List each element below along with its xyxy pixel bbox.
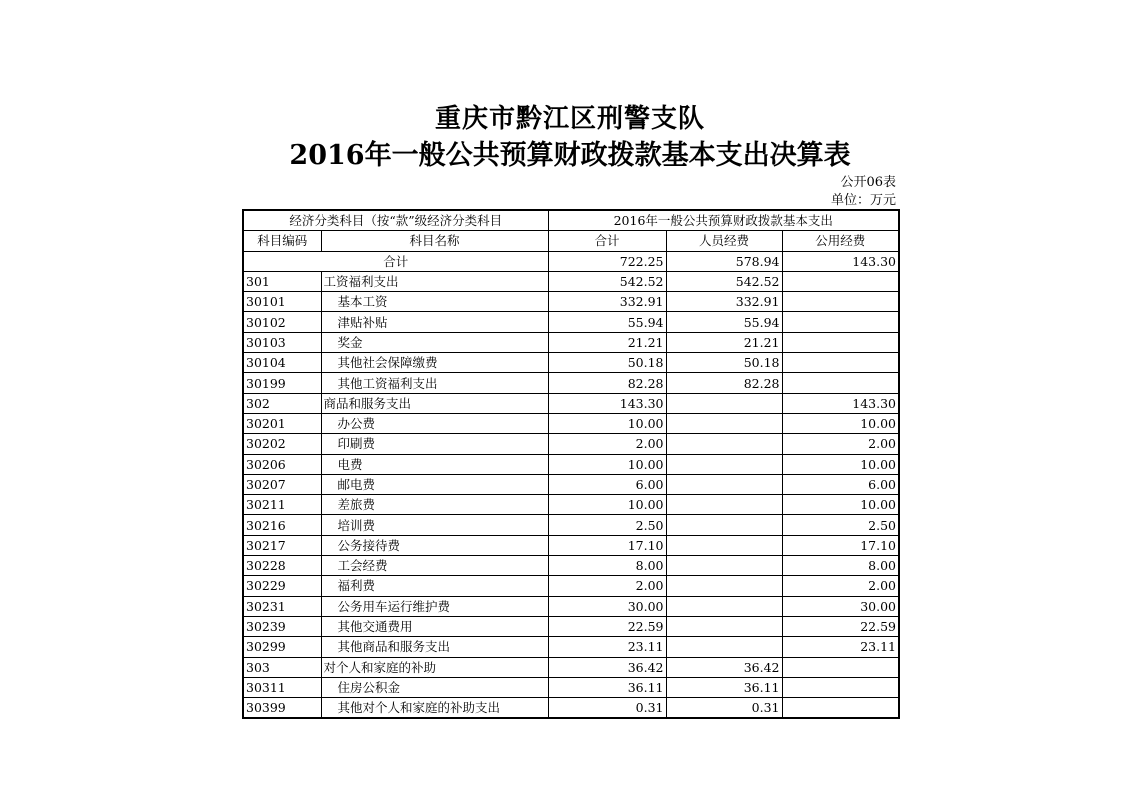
table-row	[243, 637, 899, 657]
row-public: 2.00	[782, 576, 899, 596]
header-public: 公用经费	[782, 231, 899, 251]
table-row	[243, 495, 899, 515]
row-public: 10.00	[782, 495, 899, 515]
row-total: 143.30	[548, 393, 666, 413]
row-total: 82.28	[548, 373, 666, 393]
row-public: 2.00	[782, 434, 899, 454]
row-personnel	[666, 413, 782, 433]
table-row	[243, 373, 899, 393]
row-name: 津贴补贴	[321, 312, 548, 332]
row-name: 工资福利支出	[321, 271, 548, 291]
table-row	[243, 393, 899, 413]
row-name: 其他商品和服务支出	[321, 637, 548, 657]
row-name: 其他交通费用	[321, 616, 548, 636]
row-total: 21.21	[548, 332, 666, 352]
header-column-row	[243, 231, 899, 251]
row-code: 30103	[243, 332, 321, 352]
row-personnel: 50.18	[666, 353, 782, 373]
row-name: 差旅费	[321, 495, 548, 515]
report-title: 重庆市黔江区刑警支队	[434, 104, 705, 134]
row-personnel	[666, 637, 782, 657]
row-personnel	[666, 495, 782, 515]
row-code: 303	[243, 657, 321, 677]
row-code: 30299	[243, 637, 321, 657]
row-code: 30201	[243, 413, 321, 433]
row-total: 10.00	[548, 495, 666, 515]
row-code: 30206	[243, 454, 321, 474]
row-code: 30399	[243, 698, 321, 719]
row-total: 55.94	[548, 312, 666, 332]
row-public: 30.00	[782, 596, 899, 616]
row-name: 奖金	[321, 332, 548, 352]
budget-table	[242, 209, 900, 719]
row-code: 30207	[243, 474, 321, 494]
row-name: 电费	[321, 454, 548, 474]
row-personnel	[666, 596, 782, 616]
row-public	[782, 677, 899, 697]
row-name: 邮电费	[321, 474, 548, 494]
row-code: 30202	[243, 434, 321, 454]
header-basic-expenditure: 2016年一般公共预算财政拨款基本支出	[548, 210, 899, 231]
table-row	[243, 413, 899, 433]
row-name: 住房公积金	[321, 677, 548, 697]
row-total: 0.31	[548, 698, 666, 719]
row-code: 302	[243, 393, 321, 413]
table-row	[243, 535, 899, 555]
table-row	[243, 332, 899, 352]
header-total: 合计	[548, 231, 666, 251]
table-row	[243, 616, 899, 636]
row-personnel: 332.91	[666, 292, 782, 312]
row-code: 30101	[243, 292, 321, 312]
row-public	[782, 373, 899, 393]
row-code: 30228	[243, 556, 321, 576]
row-code: 30311	[243, 677, 321, 697]
table-row	[243, 434, 899, 454]
total-personnel: 578.94	[666, 251, 782, 271]
table-row	[243, 576, 899, 596]
row-total: 30.00	[548, 596, 666, 616]
row-public: 8.00	[782, 556, 899, 576]
row-name: 福利费	[321, 576, 548, 596]
row-name: 培训费	[321, 515, 548, 535]
row-personnel	[666, 393, 782, 413]
row-personnel	[666, 616, 782, 636]
row-total: 542.52	[548, 271, 666, 291]
row-public	[782, 292, 899, 312]
report-subtitle: 2016年一般公共预算财政拨款基本支出决算表	[289, 140, 851, 171]
row-public	[782, 312, 899, 332]
header-name: 科目名称	[321, 231, 548, 251]
header-personnel: 人员经费	[666, 231, 782, 251]
row-personnel: 55.94	[666, 312, 782, 332]
row-personnel: 82.28	[666, 373, 782, 393]
row-public: 17.10	[782, 535, 899, 555]
row-personnel: 36.11	[666, 677, 782, 697]
row-total: 17.10	[548, 535, 666, 555]
row-name: 商品和服务支出	[321, 393, 548, 413]
row-public: 10.00	[782, 413, 899, 433]
row-personnel	[666, 434, 782, 454]
row-public	[782, 698, 899, 719]
row-total: 22.59	[548, 616, 666, 636]
total-row	[243, 251, 899, 271]
row-public: 23.11	[782, 637, 899, 657]
row-public	[782, 657, 899, 677]
row-personnel: 542.52	[666, 271, 782, 291]
total-amount: 722.25	[548, 251, 666, 271]
row-total: 332.91	[548, 292, 666, 312]
table-row	[243, 657, 899, 677]
row-name: 办公费	[321, 413, 548, 433]
table-row	[243, 271, 899, 291]
row-code: 30102	[243, 312, 321, 332]
table-row	[243, 353, 899, 373]
row-personnel: 0.31	[666, 698, 782, 719]
row-code: 30229	[243, 576, 321, 596]
row-total: 6.00	[548, 474, 666, 494]
row-personnel: 21.21	[666, 332, 782, 352]
row-personnel	[666, 515, 782, 535]
header-economic-classification: 经济分类科目（按“款”级经济分类科目	[243, 210, 548, 231]
row-total: 2.50	[548, 515, 666, 535]
row-total: 10.00	[548, 413, 666, 433]
table-row	[243, 292, 899, 312]
table-row	[243, 515, 899, 535]
row-code: 30211	[243, 495, 321, 515]
row-total: 2.00	[548, 576, 666, 596]
row-public	[782, 271, 899, 291]
row-public	[782, 353, 899, 373]
row-name: 印刷费	[321, 434, 548, 454]
row-public: 10.00	[782, 454, 899, 474]
row-name: 其他社会保障缴费	[321, 353, 548, 373]
row-name: 基本工资	[321, 292, 548, 312]
row-personnel	[666, 474, 782, 494]
table-row	[243, 312, 899, 332]
table-row	[243, 474, 899, 494]
table-row	[243, 596, 899, 616]
row-public: 143.30	[782, 393, 899, 413]
row-name: 公务用车运行维护费	[321, 596, 548, 616]
row-total: 50.18	[548, 353, 666, 373]
form-number: 公开06表	[840, 175, 896, 190]
header-code: 科目编码	[243, 231, 321, 251]
row-code: 301	[243, 271, 321, 291]
row-public: 2.50	[782, 515, 899, 535]
row-personnel	[666, 576, 782, 596]
row-code: 30104	[243, 353, 321, 373]
row-name: 其他对个人和家庭的补助支出	[321, 698, 548, 719]
unit-label: 单位：万元	[830, 193, 896, 208]
row-total: 8.00	[548, 556, 666, 576]
total-label: 合计	[243, 251, 548, 271]
row-code: 30231	[243, 596, 321, 616]
row-name: 工会经费	[321, 556, 548, 576]
table-row	[243, 556, 899, 576]
row-code: 30199	[243, 373, 321, 393]
row-total: 36.11	[548, 677, 666, 697]
table-row	[243, 698, 899, 719]
row-code: 30217	[243, 535, 321, 555]
row-code: 30216	[243, 515, 321, 535]
row-total: 2.00	[548, 434, 666, 454]
row-name: 对个人和家庭的补助	[321, 657, 548, 677]
row-name: 其他工资福利支出	[321, 373, 548, 393]
row-total: 36.42	[548, 657, 666, 677]
table-row	[243, 677, 899, 697]
row-public: 22.59	[782, 616, 899, 636]
row-personnel	[666, 454, 782, 474]
row-personnel	[666, 556, 782, 576]
row-name: 公务接待费	[321, 535, 548, 555]
row-total: 10.00	[548, 454, 666, 474]
row-personnel: 36.42	[666, 657, 782, 677]
row-code: 30239	[243, 616, 321, 636]
total-public: 143.30	[782, 251, 899, 271]
row-personnel	[666, 535, 782, 555]
row-public: 6.00	[782, 474, 899, 494]
row-public	[782, 332, 899, 352]
table-row	[243, 454, 899, 474]
header-group-row	[243, 210, 899, 231]
row-total: 23.11	[548, 637, 666, 657]
